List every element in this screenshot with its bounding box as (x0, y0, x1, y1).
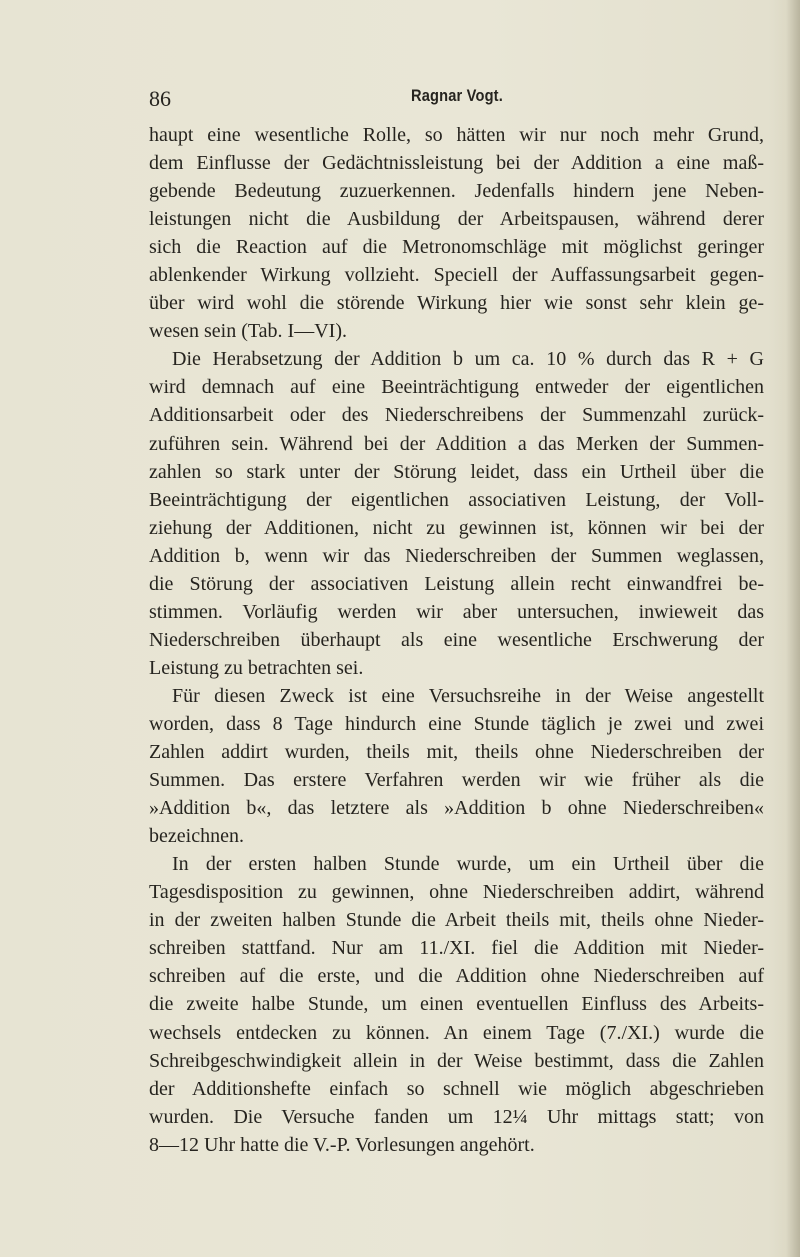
text-line: über wird wohl die störende Wirkung hier wie sonst sehr klein ge- (149, 292, 764, 315)
text-line: »Addition b«, das letztere als »Addition b ohne Niederschreiben« (149, 797, 764, 820)
text-line: stimmen. Vorläufig werden wir aber untersuchen, inwieweit das (149, 600, 764, 623)
text-line: wesen sein (Tab. I—VI). (149, 320, 347, 343)
text-line: Beeinträchtigung der eigentlichen associativen Leistung, der Voll- (149, 488, 764, 511)
text-line: Zahlen addirt wurden, theils mit, theils ohne Niederschreiben der (149, 741, 764, 764)
page-number: 86 (149, 86, 171, 111)
text-line: zuführen sein. Während bei der Addition a das Merken der Summen- (149, 432, 764, 455)
text-line: schreiben auf die erste, und die Addition ohne Niederschreiben auf (149, 965, 764, 988)
body-text (149, 121, 764, 1159)
text-line: leistungen nicht die Ausbildung der Arbeitspausen, während derer (149, 208, 764, 231)
text-line: Niederschreiben überhaupt als eine wesentliche Erschwerung der (149, 628, 764, 651)
text-line: schreiben stattfand. Nur am 11./XI. fiel die Addition mit Nieder- (149, 937, 764, 960)
running-head: Ragnar Vogt. (411, 86, 503, 105)
text-line: Leistung zu betrachten sei. (149, 656, 364, 679)
text-line: wird demnach auf eine Beeinträchtigung entweder der eigentlichen (149, 376, 764, 399)
text-line: wurden. Die Versuche fanden um 12¼ Uhr mittags statt; von (149, 1105, 764, 1128)
text-line: Additionsarbeit oder des Niederschreibens der Summenzahl zurück- (149, 404, 764, 427)
text-line: der Additionshefte einfach so schnell wie möglich abgeschrieben (149, 1077, 764, 1100)
text-line: bezeichnen. (149, 825, 244, 848)
text-line: ablenkender Wirkung vollzieht. Speciell der Auffassungsarbeit gegen- (149, 264, 764, 287)
text-line: gebende Bedeutung zuzuerkennen. Jedenfalls hindern jene Neben- (149, 180, 764, 203)
text-line: ziehung der Additionen, nicht zu gewinnen ist, können wir bei der (149, 516, 764, 539)
text-line: haupt eine wesentliche Rolle, so hätten wir nur noch mehr Grund, (149, 124, 764, 146)
text-line: worden, dass 8 Tage hindurch eine Stunde täglich je zwei und zwei (149, 712, 764, 735)
text-line: zahlen so stark unter der Störung leidet, dass ein Urtheil über die (149, 460, 764, 483)
text-line: Die Herabsetzung der Addition b um ca. 10 % durch das R + G (172, 348, 764, 371)
text-line: sich die Reaction auf die Metronomschläge mit möglichst geringer (149, 236, 764, 259)
text-line: 8—12 Uhr hatte die V.-P. Vorlesungen angehört. (149, 1133, 535, 1156)
text-line: Summen. Das erstere Verfahren werden wir wie früher als die (149, 769, 764, 792)
text-line: die zweite halbe Stunde, um einen eventuellen Einfluss des Arbeits- (149, 993, 764, 1016)
text-line: dem Einflusse der Gedächtnissleistung bei der Addition a eine maß- (149, 152, 764, 175)
text-line: die Störung der associativen Leistung allein recht einwandfrei be- (149, 572, 764, 595)
text-line: Addition b, wenn wir das Niederschreiben der Summen weglassen, (149, 544, 764, 567)
text-line: in der zweiten halben Stunde die Arbeit theils mit, theils ohne Nieder- (149, 909, 764, 932)
text-line: wechsels entdecken zu können. An einem Tage (7./XI.) wurde die (149, 1021, 764, 1044)
page-edge-shadow (786, 0, 800, 1257)
page-header (0, 86, 800, 116)
text-line: Tagesdisposition zu gewinnen, ohne Niederschreiben addirt, während (149, 881, 764, 904)
text-line: Für diesen Zweck ist eine Versuchsreihe in der Weise angestellt (172, 684, 764, 707)
text-line: Schreibgeschwindigkeit allein in der Weise bestimmt, dass die Zahlen (149, 1049, 764, 1072)
text-line: In der ersten halben Stunde wurde, um ein Urtheil über die (172, 853, 764, 876)
